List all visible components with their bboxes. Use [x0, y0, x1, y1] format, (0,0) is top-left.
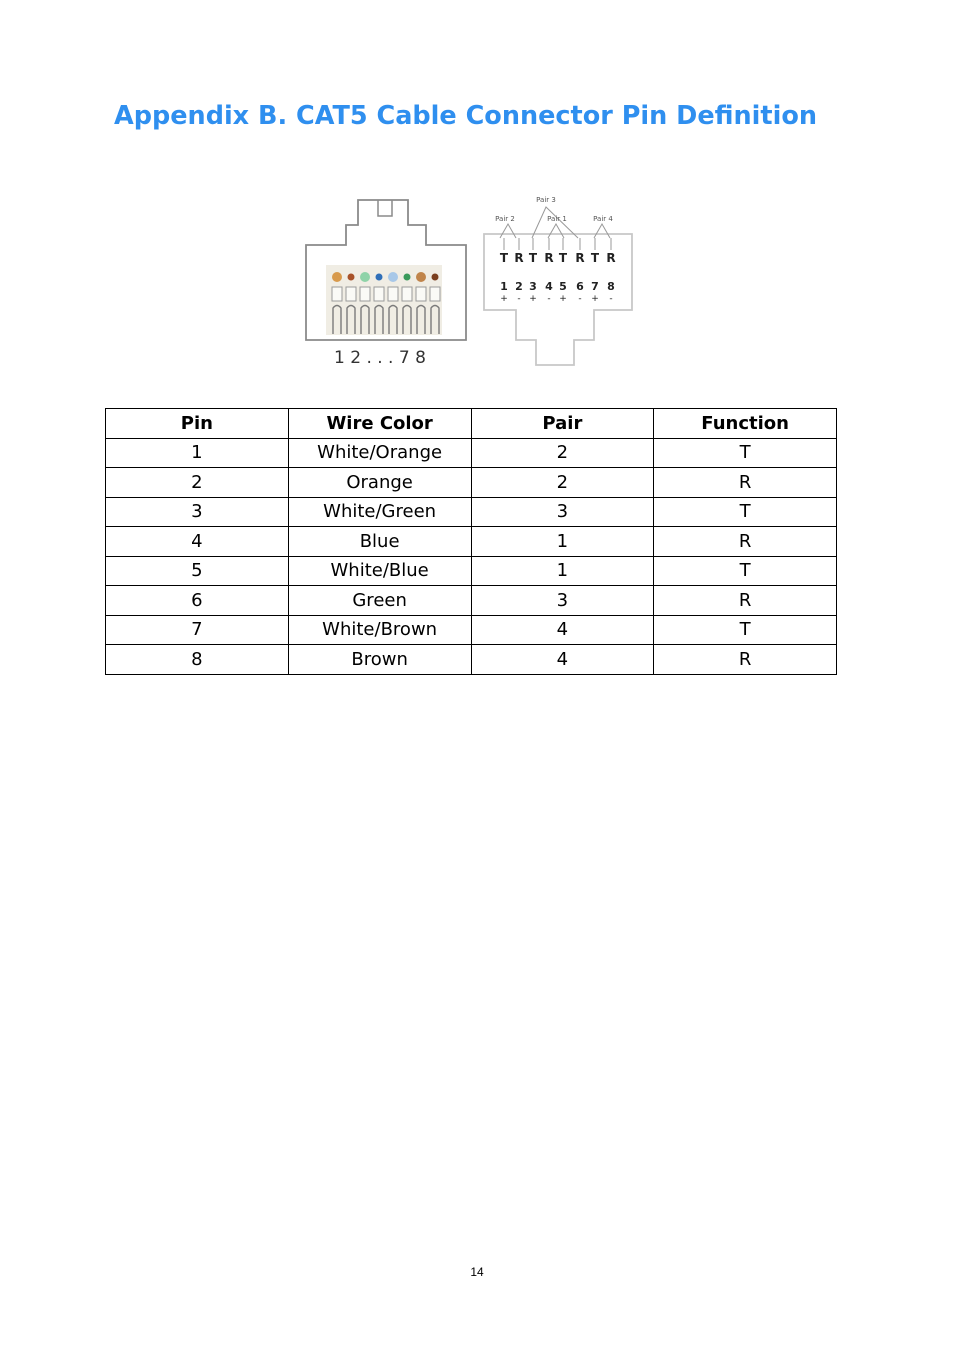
wire-color-cell: White/Blue: [288, 556, 471, 586]
pin-cell: 6: [106, 586, 289, 616]
jack-polarity-sign: +: [529, 294, 537, 304]
pair-cell: 1: [471, 527, 654, 557]
function-cell: T: [654, 615, 837, 645]
jack-function-label: R: [544, 251, 554, 265]
jack-polarity-sign: +: [559, 294, 567, 304]
column-header-function: Function: [654, 409, 837, 439]
rj45-diagram: [300, 190, 640, 370]
jack-function-label: T: [528, 251, 538, 265]
table-row: [106, 645, 837, 675]
plug-slot: [402, 287, 412, 301]
table-row: [106, 438, 837, 468]
plug-pin-dot: [348, 274, 355, 281]
rj45-pinout-figure: [300, 190, 640, 370]
plug-pin-dot: [360, 272, 370, 282]
pair-cell: 4: [471, 615, 654, 645]
jack-function-label: R: [606, 251, 616, 265]
pin-definition-table: [105, 408, 837, 675]
jack-polarity-sign: +: [500, 294, 508, 304]
pair3-label: Pair 3: [536, 196, 556, 204]
function-cell: T: [654, 438, 837, 468]
wire-color-cell: White/Brown: [288, 615, 471, 645]
table-row: [106, 468, 837, 498]
table-row: [106, 586, 837, 616]
jack-polarity-sign: -: [609, 294, 613, 304]
jack-function-label: T: [558, 251, 568, 265]
wire-color-cell: White/Orange: [288, 438, 471, 468]
jack-polarity-sign: -: [517, 294, 521, 304]
jack-pin-number: 3: [529, 280, 537, 293]
table-row: [106, 615, 837, 645]
plug-slot: [360, 287, 370, 301]
pin-cell: 4: [106, 527, 289, 557]
column-header-pin: Pin: [106, 409, 289, 439]
table-row: [106, 497, 837, 527]
plug-pin-dot: [416, 272, 426, 282]
plug-pin-dot: [332, 272, 342, 282]
wire-color-cell: Green: [288, 586, 471, 616]
jack-pin-number: 8: [607, 280, 615, 293]
function-cell: R: [654, 468, 837, 498]
pin-cell: 8: [106, 645, 289, 675]
plug-slot: [430, 287, 440, 301]
column-header-wire-color: Wire Color: [288, 409, 471, 439]
function-cell: T: [654, 556, 837, 586]
pair1-label: Pair 1: [547, 215, 567, 223]
pair-cell: 3: [471, 497, 654, 527]
jack-polarity-sign: -: [578, 294, 582, 304]
pin-cell: 7: [106, 615, 289, 645]
jack-function-label: R: [575, 251, 585, 265]
plug-slot: [416, 287, 426, 301]
function-cell: R: [654, 645, 837, 675]
pin-cell: 1: [106, 438, 289, 468]
pin-cell: 5: [106, 556, 289, 586]
pin-cell: 3: [106, 497, 289, 527]
jack-pin-number: 4: [545, 280, 553, 293]
jack-pin-number: 7: [591, 280, 599, 293]
jack-polarity-sign: +: [591, 294, 599, 304]
column-header-pair: Pair: [471, 409, 654, 439]
table-row: [106, 527, 837, 557]
wire-color-cell: Brown: [288, 645, 471, 675]
jack-function-label: T: [499, 251, 509, 265]
jack-function-label: R: [514, 251, 524, 265]
plug-slot: [332, 287, 342, 301]
pin-cell: 2: [106, 468, 289, 498]
wire-color-cell: White/Green: [288, 497, 471, 527]
plug-slot: [346, 287, 356, 301]
pair-cell: 2: [471, 468, 654, 498]
plug-pin-dot: [388, 272, 398, 282]
jack-pin-number: 5: [559, 280, 567, 293]
jack-polarity-sign: -: [547, 294, 551, 304]
jack-pin-number: 6: [576, 280, 584, 293]
function-cell: R: [654, 527, 837, 557]
pair4-label: Pair 4: [593, 215, 613, 223]
page-number: 14: [470, 1265, 484, 1279]
plug-pin-dot: [404, 274, 411, 281]
jack-function-label: T: [590, 251, 600, 265]
jack-pin-number: 2: [515, 280, 523, 293]
function-cell: R: [654, 586, 837, 616]
plug-pin-dot: [432, 274, 439, 281]
function-cell: T: [654, 497, 837, 527]
plug-slot: [374, 287, 384, 301]
page-title: Appendix B. CAT5 Cable Connector Pin Definition: [114, 101, 818, 131]
table-header-row: [106, 409, 837, 439]
pair2-label: Pair 2: [495, 215, 515, 223]
pair-cell: 4: [471, 645, 654, 675]
plug-slot: [388, 287, 398, 301]
pair-cell: 2: [471, 438, 654, 468]
plug-pin-dot: [376, 274, 383, 281]
table-row: [106, 556, 837, 586]
plug-pin-label: 1 2 . . . 7 8: [334, 348, 426, 368]
pair-cell: 3: [471, 586, 654, 616]
jack-pin-number: 1: [500, 280, 508, 293]
pair-cell: 1: [471, 556, 654, 586]
wire-color-cell: Orange: [288, 468, 471, 498]
wire-color-cell: Blue: [288, 527, 471, 557]
